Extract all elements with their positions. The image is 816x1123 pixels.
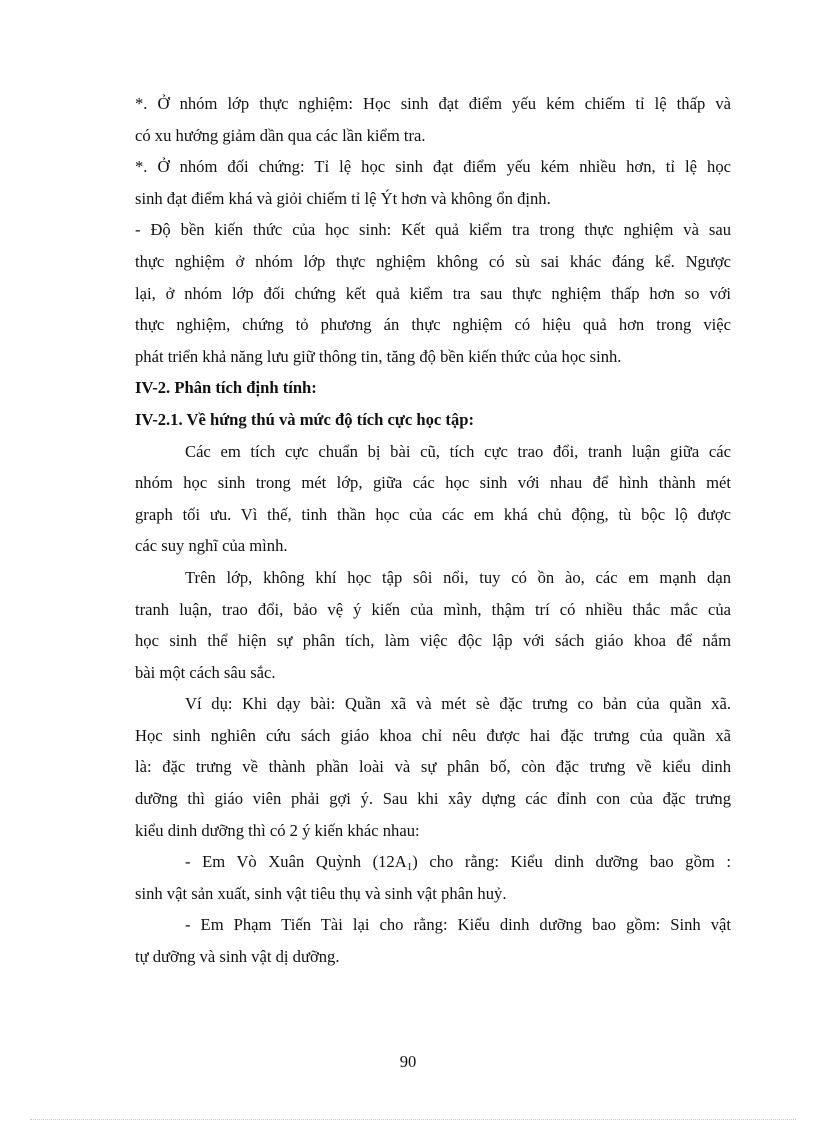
text-line: nhóm học sinh trong mét lớp, giữa các học sinh với nhau để hình thành mét (135, 473, 731, 493)
text-line: lại, ở nhóm lớp đối chứng kết quả kiểm tra sau thực nghiệm thấp hơn so với (135, 283, 731, 303)
paragraph-student-opinion-1 (135, 846, 731, 909)
paragraph-active-preparation (135, 436, 731, 562)
text-line: *. Ở nhóm đối chứng: Tỉ lệ học sinh đạt điểm yếu kém nhiều hơn, tỉ lệ học (135, 157, 731, 177)
text-line: tranh luận, trao đổi, bảo vệ ý kiến của mình, thậm trí có nhiều thắc mắc của (135, 599, 731, 619)
text-line: *. Ở nhóm lớp thực nghiệm: Học sinh đạt điểm yếu kém chiếm tỉ lệ thấp và (135, 94, 731, 113)
text-line: tự dưỡng và sinh vật dị dưỡng. (135, 947, 340, 967)
text-line: Các em tích cực chuẩn bị bài cũ, tích cực trao đổi, tranh luận giữa các (185, 441, 731, 461)
section-heading: IV-2. Phân tích định tính: (135, 378, 317, 398)
text-line: thực nghiệm, chứng tỏ phương án thực nghiệm có hiệu quả hơn trong việc (135, 315, 731, 335)
text-line: - Độ bền kiến thức của học sinh: Kết quả kiểm tra trong thực nghiệm và sau (135, 220, 731, 240)
page-body (135, 88, 731, 973)
text-line: sinh vật sản xuất, sinh vật tiêu thụ và sinh vật phân huỷ. (135, 883, 507, 903)
text-line: là: đặc trưng về thành phần loài và sự phân bố, còn đặc trưng về kiểu dinh (135, 757, 731, 777)
text-segment: ) cho rằng: Kiểu dinh dưỡng bao gồm : (412, 852, 731, 872)
text-line: sinh đạt điểm khá và giỏi chiếm tỉ lệ Ýt hơn và không ổn định. (135, 188, 551, 208)
text-segment: - Em Vò Xuân Quỳnh (12A (185, 852, 407, 872)
text-line: dưỡng thì giáo viên phải gợi ý. Sau khi xây dựng các đỉnh con của đặc trưng (135, 789, 731, 809)
subscript: 1 (406, 861, 413, 874)
text-line: phát triển khả năng lưu giữ thông tin, tăng độ bền kiến thức của học sinh. (135, 346, 622, 366)
text-line: - Em Phạm Tiến Tài lại cho rằng: Kiểu dinh dưỡng bao gồm: Sinh vật (185, 915, 731, 935)
text-line: Học sinh nghiên cứu sách giáo khoa chỉ nêu được hai đặc trưng của quần xã (135, 725, 731, 745)
text-line: graph tối ưu. Vì thế, tinh thần học của các em khá chủ động, tù bộc lộ được (135, 504, 731, 524)
text-line (135, 846, 731, 878)
text-line: có xu hướng giảm dần qua các lần kiểm tra. (135, 125, 426, 145)
text-line: học sinh thể hiện sự phân tích, làm việc độc lập với sách giáo khoa để nắm (135, 631, 731, 651)
paragraph-experimental-group (135, 88, 731, 151)
text-line: kiểu dinh dưỡng thì có 2 ý kiến khác nhau: (135, 820, 420, 840)
paragraph-knowledge-retention (135, 214, 731, 372)
text-line: các suy nghĩ của mình. (135, 536, 288, 556)
paragraph-class-atmosphere (135, 562, 731, 688)
text-line: bài một cách sâu sắc. (135, 662, 276, 682)
text-line: thực nghiệm ở nhóm lớp thực nghiệm không có sù sai khác đáng kể. Ngược (135, 251, 731, 271)
paragraph-student-opinion-2 (135, 909, 731, 972)
page-number: 90 (399, 1052, 417, 1071)
text-line: Ví dụ: Khi dạy bài: Quần xã và mét sè đặc trưng co bản của quần xã. (185, 694, 731, 714)
text-line: Trên lớp, không khí học tập sôi nổi, tuy có ồn ào, các em mạnh dạn (185, 567, 731, 587)
paragraph-control-group (135, 151, 731, 214)
page-bottom-rule (30, 1119, 796, 1120)
paragraph-example (135, 688, 731, 846)
subsection-heading: IV-2.1. Về hứng thú và mức độ tích cực học tập: (135, 409, 475, 429)
